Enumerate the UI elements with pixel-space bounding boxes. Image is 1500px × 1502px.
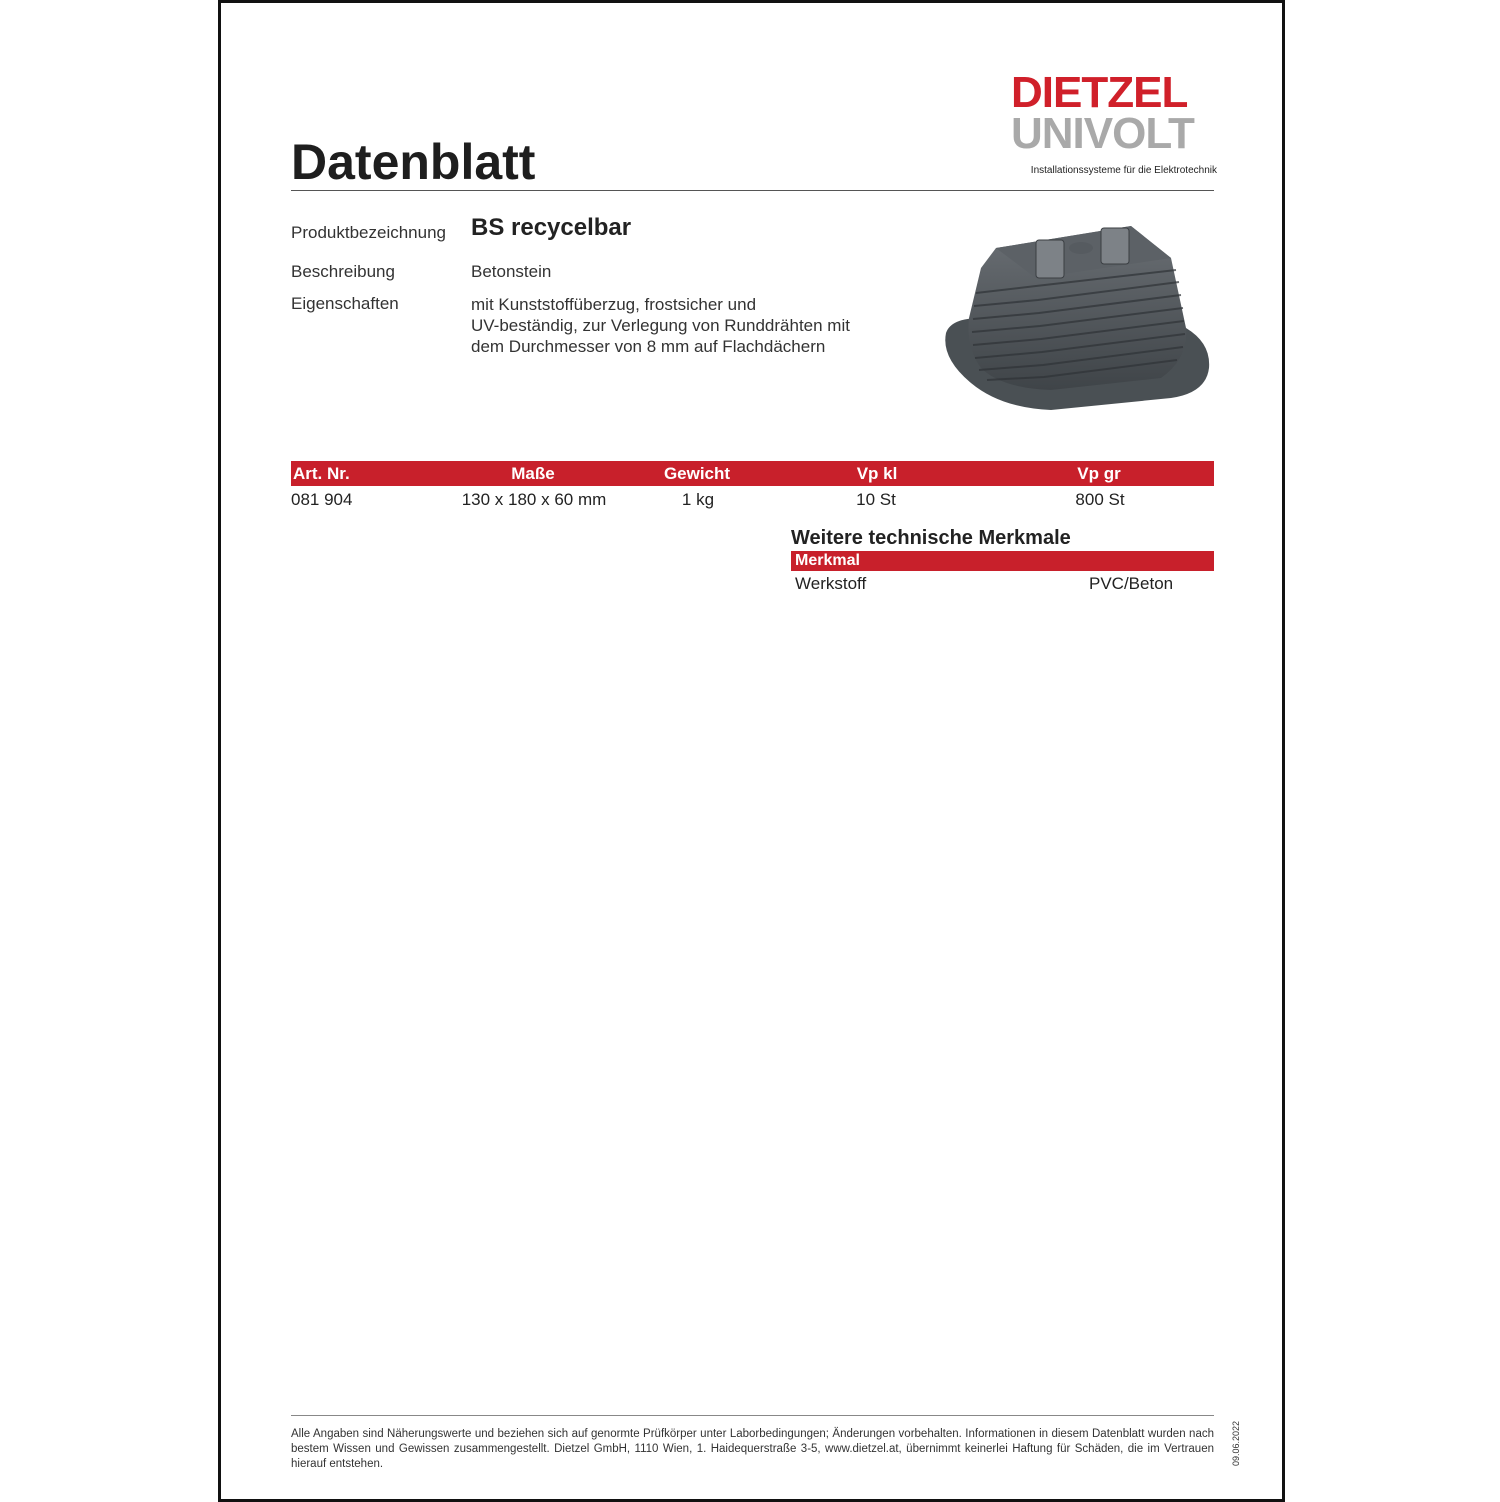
- col-header-art-nr: Art. Nr.: [293, 464, 350, 483]
- table-row: [791, 573, 1214, 597]
- article-table-header: [291, 461, 1214, 486]
- logo-dietzel: DIETZEL: [1011, 68, 1188, 117]
- col-header-gewicht: Gewicht: [663, 464, 731, 483]
- cell-gewicht: 1 kg: [681, 490, 715, 509]
- product-photo: [941, 218, 1211, 418]
- logo-tagline: Installationssysteme für die Elektrotechnik: [1030, 165, 1217, 176]
- product-name-value: BS recycelbar: [471, 214, 632, 241]
- date-text: 09.06.2022: [1231, 1420, 1241, 1466]
- col-header-masse: Maße: [511, 464, 555, 483]
- description-label: Beschreibung: [291, 262, 395, 281]
- page-title: Datenblatt: [291, 134, 536, 190]
- datasheet-page: [218, 0, 1285, 1502]
- footer-date: [1231, 1418, 1291, 1478]
- company-logo: [1011, 68, 1217, 176]
- properties-line: mit Kunststoffüberzug, frostsicher und: [471, 295, 757, 314]
- tech-features-title: Weitere technische Merkmale: [791, 527, 1071, 549]
- cell-werkstoff-label: Werkstoff: [795, 574, 867, 593]
- col-header-vp-gr: Vp gr: [1077, 464, 1121, 483]
- cell-werkstoff-value: PVC/Beton: [1089, 574, 1174, 593]
- cell-masse: 130 x 180 x 60 mm: [461, 490, 607, 509]
- footer-divider: [291, 1415, 1214, 1416]
- description-value: Betonstein: [471, 262, 552, 281]
- header-divider: [291, 190, 1214, 191]
- properties-line: UV-beständig, zur Verlegung von Runddrähten mit: [471, 316, 850, 335]
- properties-label: Eigenschaften: [291, 294, 399, 313]
- cell-art-nr: 081 904: [291, 490, 353, 509]
- product-name-label: Produktbezeichnung: [291, 223, 447, 242]
- footer-disclaimer: Alle Angaben sind Näherungswerte und beziehen sich auf genormte Prüfkörper unter Laborbedingungen; Änderungen vorbehalten. Informationen in diesem Datenblatt wurden nach bestem Wissen und Gewissen zusammengestellt. Dietzel GmbH, 1110 Wien, 1. Haidequerstraße 3-5, www.dietzel.at, übernimmt keinerlei Haftung für Schäden, die im Vertrauen hierauf entstehen.: [291, 1428, 1214, 1470]
- col-header-merkmal: Merkmal: [795, 552, 860, 569]
- col-header-vp-kl: Vp kl: [856, 464, 898, 483]
- cell-vp-kl: 10 St: [856, 490, 896, 509]
- properties-line: dem Durchmesser von 8 mm auf Flachdächern: [471, 337, 826, 356]
- cell-vp-gr: 800 St: [1075, 490, 1125, 509]
- table-row: [291, 489, 1214, 513]
- tech-table-header: [791, 551, 1214, 571]
- properties-value: [471, 294, 850, 357]
- logo-univolt: UNIVOLT: [1011, 109, 1194, 158]
